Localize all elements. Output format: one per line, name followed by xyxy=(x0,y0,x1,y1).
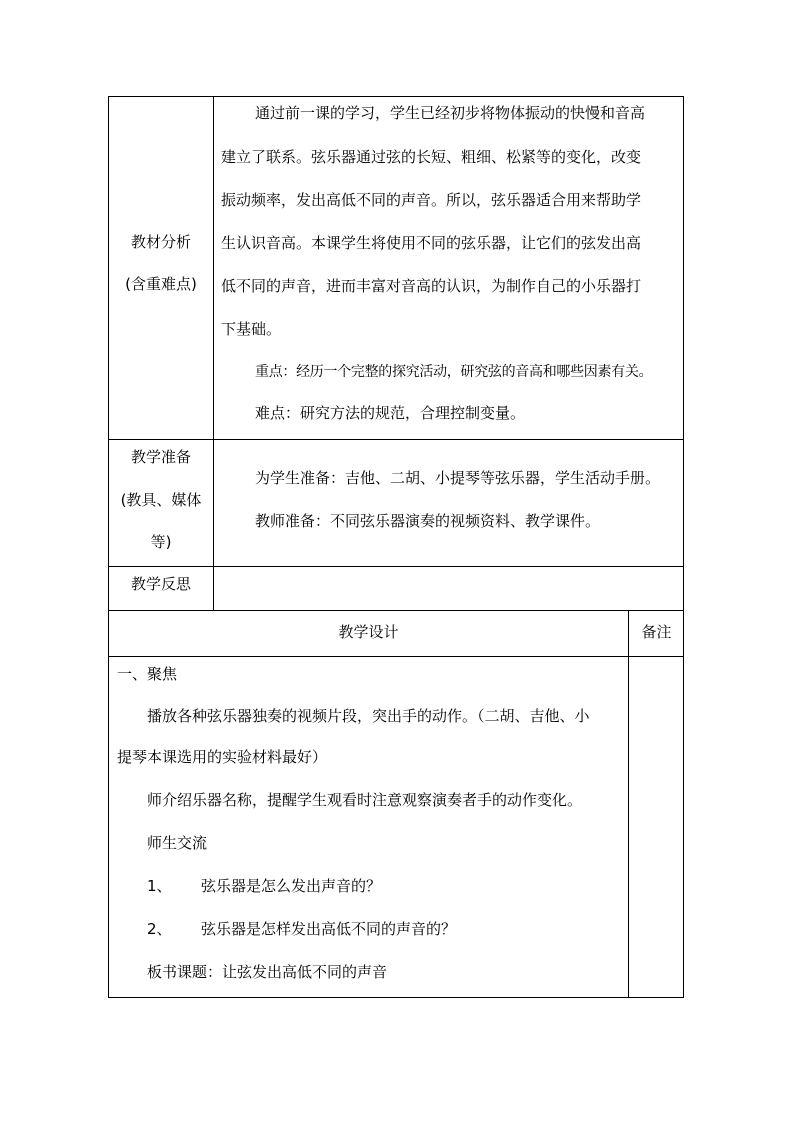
row-content-reflection xyxy=(214,567,683,611)
difficulty-line: 难点：研究方法的规范，合理控制变量。 xyxy=(255,404,526,422)
row-label-line: 教材分析 xyxy=(130,233,191,251)
list-item-text: 弦乐器是怎么发出声音的？ xyxy=(201,877,382,895)
row-label-line: (教具、媒体 xyxy=(120,491,202,509)
paragraph-line: 建立了联系。弦乐器通过弦的长短、粗细、松紧等的变化，改变 xyxy=(221,148,642,166)
paragraph-line: 为学生准备：吉他、二胡、小提琴等弦乐器，学生活动手册。 xyxy=(255,469,661,487)
list-number: 1、 xyxy=(147,877,172,895)
paragraph-line: 师生交流 xyxy=(147,834,208,852)
list-item-text: 弦乐器是怎样发出高低不同的声音的？ xyxy=(201,920,457,938)
row-label-reflection xyxy=(109,567,214,611)
lesson-info-table xyxy=(108,96,684,610)
header-design: 教学设计 xyxy=(338,623,399,641)
list-number: 2、 xyxy=(147,920,172,938)
row-label-line: 等) xyxy=(150,533,172,551)
paragraph-line: 提琴本课选用的实验材料最好） xyxy=(117,748,328,766)
row-label-line: 教学反思 xyxy=(130,575,191,593)
row-label-line: 教学准备 xyxy=(130,448,191,466)
lesson-design-table xyxy=(108,610,684,998)
paragraph-line: 播放各种弦乐器独奏的视频片段，突出手的动作。（二胡、吉他、小 xyxy=(147,707,590,725)
header-notes: 备注 xyxy=(641,623,672,641)
table-row-reflection xyxy=(109,567,683,611)
row-label-material-analysis xyxy=(109,97,214,439)
row-content-teaching-prep xyxy=(214,440,683,566)
row-content-material-analysis xyxy=(214,97,683,439)
design-table-header xyxy=(109,611,683,657)
paragraph-line: 生认识音高。本课学生将使用不同的弦乐器，让它们的弦发出高 xyxy=(221,234,642,252)
board-title-line: 板书课题：让弦发出高低不同的声音 xyxy=(147,963,388,981)
table-row-teaching-prep xyxy=(109,440,683,567)
section-heading-focus: 一、聚焦 xyxy=(117,665,178,683)
row-label-line: (含重难点) xyxy=(125,275,197,293)
column-divider xyxy=(628,611,629,997)
paragraph-line: 振动频率，发出高低不同的声音。所以，弦乐器适合用来帮助学 xyxy=(221,191,642,209)
paragraph-line: 师介绍乐器名称，提醒学生观看时注意观察演奏者手的动作变化。 xyxy=(147,791,583,809)
key-point-line: 重点：经历一个完整的探究活动，研究弦的音高和哪些因素有关。 xyxy=(255,364,653,380)
paragraph-line: 低不同的声音，进而丰富对音高的认识，为制作自己的小乐器打 xyxy=(221,277,642,295)
table-row-material-analysis xyxy=(109,97,683,440)
paragraph-line: 下基础。 xyxy=(221,320,282,338)
row-label-teaching-prep xyxy=(109,440,214,566)
paragraph-line: 教师准备：不同弦乐器演奏的视频资料、教学课件。 xyxy=(255,512,601,530)
paragraph-line: 通过前一课的学习，学生已经初步将物体振动的快慢和音高 xyxy=(255,104,646,122)
